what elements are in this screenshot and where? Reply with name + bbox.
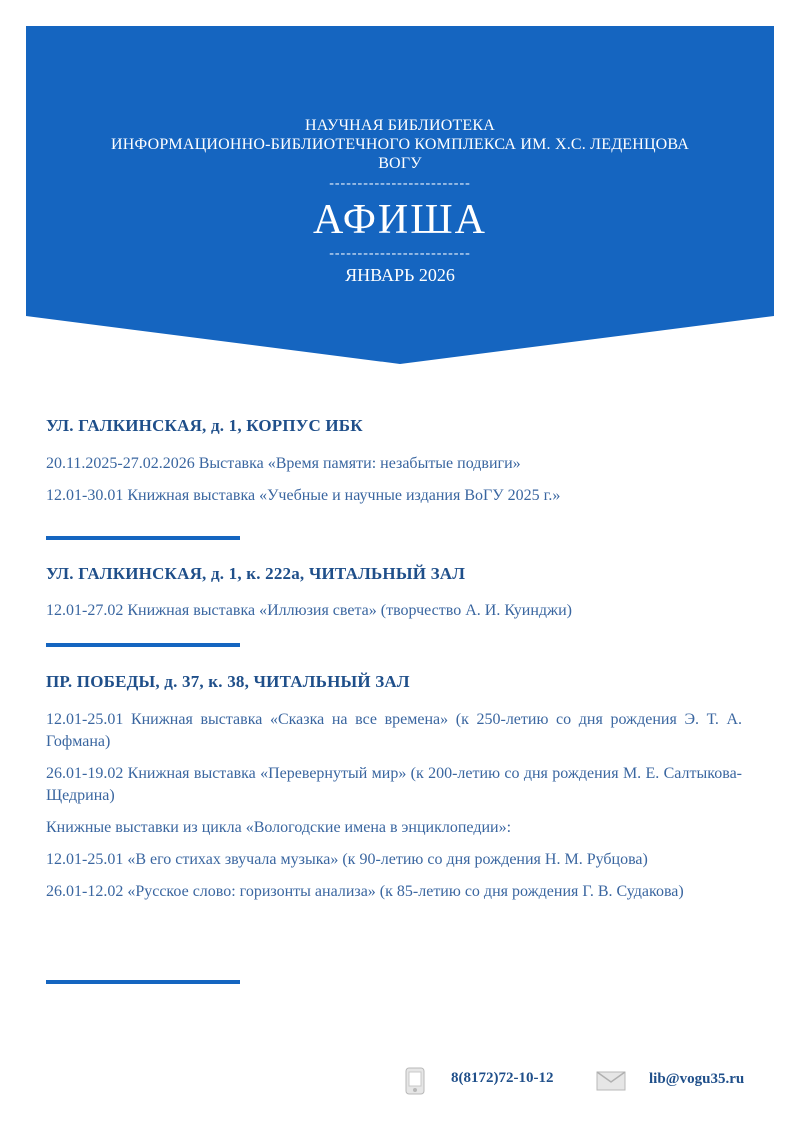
event-item: 12.01-30.01 Книжная выставка «Учебные и научные издания ВоГУ 2025 г.» xyxy=(46,487,561,504)
event-item: Книжные выставки из цикла «Вологодские имена в энциклопедии»: xyxy=(46,819,512,836)
contacts-footer xyxy=(0,1065,794,1095)
event-item: 26.01-19.02 Книжная выставка «Перевернутый мир» (к 200-летию со дня рождения М. Е. Салтыкова-Щедрина) xyxy=(46,765,742,804)
section-galkinskaya-ibk xyxy=(46,416,742,507)
event-item: 12.01-25.01 «В его стихах звучала музыка» (к 90-летию со дня рождения Н. М. Рубцова) xyxy=(46,851,648,868)
section-divider xyxy=(46,980,240,984)
section-title: УЛ. ГАЛКИНСКАЯ, д. 1, КОРПУС ИБК xyxy=(46,416,363,435)
section-title: ПР. ПОБЕДЫ, д. 37, к. 38, ЧИТАЛЬНЫЙ ЗАЛ xyxy=(46,672,410,691)
org-name-line-3: ВОГУ xyxy=(378,155,422,172)
header-banner xyxy=(26,26,774,364)
email-link[interactable]: lib@vogu35.ru xyxy=(649,1071,745,1087)
section-title: УЛ. ГАЛКИНСКАЯ, д. 1, к. 222а, ЧИТАЛЬНЫЙ ЗАЛ xyxy=(46,564,466,583)
section-divider xyxy=(46,536,240,540)
separator-top: ------------------------- xyxy=(329,176,471,191)
event-item: 12.01-27.02 Книжная выставка «Иллюзия света» (творчество А. И. Куинджи) xyxy=(46,602,572,619)
section-pobedy-reading-room xyxy=(46,672,742,903)
event-item: 26.01-12.02 «Русское слово: горизонты анализа» (к 85-летию со дня рождения Г. В. Судакова) xyxy=(46,883,684,900)
month-label: ЯНВАРЬ 2026 xyxy=(345,265,455,285)
event-item: 12.01-25.01 Книжная выставка «Сказка на все времена» (к 250-летию со дня рождения Э. Т. А. Гофмана) xyxy=(46,711,742,750)
section-galkinskaya-reading-room xyxy=(46,564,742,622)
event-item: 20.11.2025-27.02.2026 Выставка «Время памяти: незабытые подвиги» xyxy=(46,455,521,472)
separator-bottom: ------------------------- xyxy=(329,246,471,261)
envelope-icon xyxy=(596,1071,626,1091)
org-name-line-1: НАУЧНАЯ БИБЛИОТЕКА xyxy=(304,117,496,134)
org-name-line-2: ИНФОРМАЦИОННО-БИБЛИОТЕЧНОГО КОМПЛЕКСА ИМ. Х.С. ЛЕДЕНЦОВА xyxy=(111,136,689,153)
phone-icon xyxy=(403,1067,427,1095)
section-divider xyxy=(46,643,240,647)
phone-number[interactable]: 8(8172)72-10-12 xyxy=(451,1070,554,1086)
page-title: АФИША xyxy=(313,197,487,243)
